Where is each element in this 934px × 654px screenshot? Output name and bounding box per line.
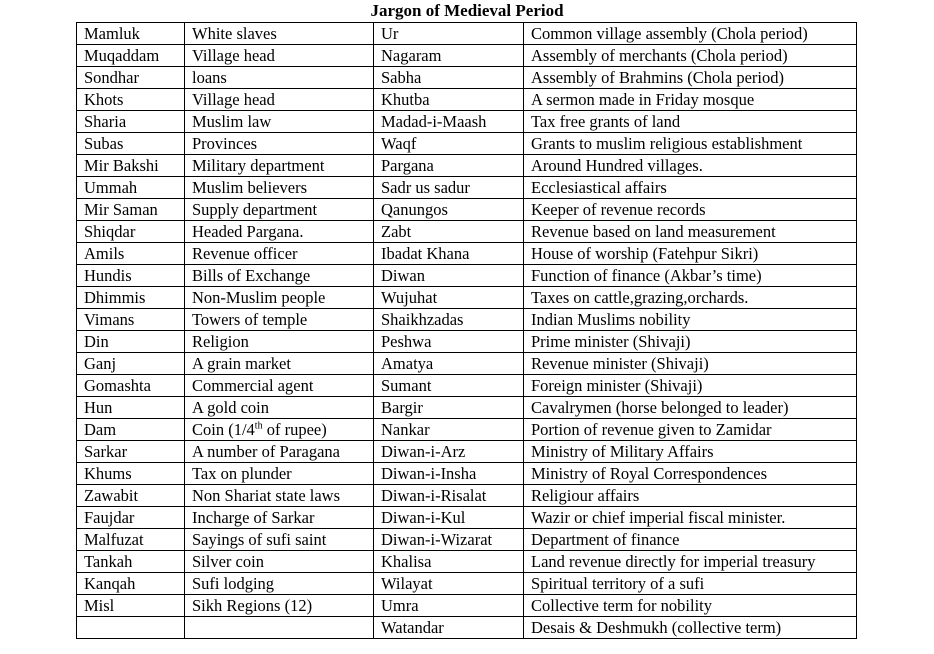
right-meaning-cell: Collective term for nobility (524, 595, 857, 617)
left-term-cell: Sondhar (77, 67, 185, 89)
table-row (77, 221, 857, 243)
right-meaning-cell: House of worship (Fatehpur Sikri) (524, 243, 857, 265)
right-meaning-cell: Land revenue directly for imperial treasury (524, 551, 857, 573)
left-meaning-cell: A number of Paragana (185, 441, 374, 463)
table-row (77, 397, 857, 419)
left-term-cell: Malfuzat (77, 529, 185, 551)
left-meaning-cell: Headed Pargana. (185, 221, 374, 243)
left-term-cell (77, 617, 185, 639)
table-row (77, 265, 857, 287)
left-term-cell: Zawabit (77, 485, 185, 507)
left-term-cell: Khots (77, 89, 185, 111)
left-term-cell: Ummah (77, 177, 185, 199)
left-term-cell: Subas (77, 133, 185, 155)
right-term-cell: Waqf (374, 133, 524, 155)
table-row (77, 111, 857, 133)
right-term-cell: Diwan-i-Wizarat (374, 529, 524, 551)
left-meaning-cell: Muslim law (185, 111, 374, 133)
right-term-cell: Diwan-i-Arz (374, 441, 524, 463)
right-term-cell: Diwan-i-Risalat (374, 485, 524, 507)
left-meaning-cell: Supply department (185, 199, 374, 221)
right-term-cell: Zabt (374, 221, 524, 243)
table-row (77, 89, 857, 111)
right-term-cell: Qanungos (374, 199, 524, 221)
right-term-cell: Amatya (374, 353, 524, 375)
left-term-cell: Amils (77, 243, 185, 265)
left-meaning-cell: A grain market (185, 353, 374, 375)
left-term-cell: Mir Saman (77, 199, 185, 221)
table-row (77, 551, 857, 573)
page-title: Jargon of Medieval Period (370, 1, 564, 20)
table-row (77, 331, 857, 353)
left-meaning-cell: Commercial agent (185, 375, 374, 397)
table-row (77, 177, 857, 199)
table-row (77, 243, 857, 265)
right-meaning-cell: Assembly of merchants (Chola period) (524, 45, 857, 67)
table-row (77, 155, 857, 177)
left-meaning-cell: Coin (1/4th of rupee) (185, 419, 374, 441)
left-meaning-cell: Incharge of Sarkar (185, 507, 374, 529)
table-row (77, 199, 857, 221)
right-term-cell: Pargana (374, 155, 524, 177)
right-term-cell: Sabha (374, 67, 524, 89)
table-row (77, 485, 857, 507)
right-term-cell: Shaikhzadas (374, 309, 524, 331)
left-meaning-cell: Sayings of sufi saint (185, 529, 374, 551)
right-term-cell: Khutba (374, 89, 524, 111)
table-row (77, 617, 857, 639)
right-meaning-cell: Grants to muslim religious establishment (524, 133, 857, 155)
table-row (77, 23, 857, 45)
right-meaning-cell: Foreign minister (Shivaji) (524, 375, 857, 397)
right-meaning-cell: Cavalrymen (horse belonged to leader) (524, 397, 857, 419)
table-row (77, 353, 857, 375)
left-meaning-cell: Village head (185, 89, 374, 111)
right-meaning-cell: Assembly of Brahmins (Chola period) (524, 67, 857, 89)
jargon-table (76, 22, 857, 639)
right-term-cell: Bargir (374, 397, 524, 419)
left-term-cell: Sharia (77, 111, 185, 133)
right-term-cell: Peshwa (374, 331, 524, 353)
left-term-cell: Sarkar (77, 441, 185, 463)
left-meaning-cell: White slaves (185, 23, 374, 45)
left-meaning-cell: Village head (185, 45, 374, 67)
right-term-cell: Sumant (374, 375, 524, 397)
right-meaning-cell: Ministry of Royal Correspondences (524, 463, 857, 485)
right-meaning-cell: Keeper of revenue records (524, 199, 857, 221)
right-term-cell: Diwan (374, 265, 524, 287)
right-term-cell: Nankar (374, 419, 524, 441)
right-meaning-cell: A sermon made in Friday mosque (524, 89, 857, 111)
right-term-cell: Khalisa (374, 551, 524, 573)
right-term-cell: Wujuhat (374, 287, 524, 309)
right-term-cell: Watandar (374, 617, 524, 639)
right-meaning-cell: Revenue based on land measurement (524, 221, 857, 243)
left-meaning-cell: A gold coin (185, 397, 374, 419)
left-meaning-cell: Tax on plunder (185, 463, 374, 485)
left-meaning-cell: Silver coin (185, 551, 374, 573)
left-term-cell: Din (77, 331, 185, 353)
right-term-cell: Diwan-i-Kul (374, 507, 524, 529)
table-row (77, 67, 857, 89)
right-meaning-cell: Revenue minister (Shivaji) (524, 353, 857, 375)
left-meaning-cell: Revenue officer (185, 243, 374, 265)
right-term-cell: Ur (374, 23, 524, 45)
left-term-cell: Shiqdar (77, 221, 185, 243)
left-term-cell: Misl (77, 595, 185, 617)
left-term-cell: Ganj (77, 353, 185, 375)
left-meaning-cell: Non Shariat state laws (185, 485, 374, 507)
left-term-cell: Kanqah (77, 573, 185, 595)
right-meaning-cell: Desais & Deshmukh (collective term) (524, 617, 857, 639)
left-meaning-cell: Sikh Regions (12) (185, 595, 374, 617)
table-row (77, 419, 857, 441)
left-term-cell: Dhimmis (77, 287, 185, 309)
table-row (77, 287, 857, 309)
right-meaning-cell: Department of finance (524, 529, 857, 551)
right-meaning-cell: Portion of revenue given to Zamidar (524, 419, 857, 441)
left-meaning-cell: Non-Muslim people (185, 287, 374, 309)
left-term-cell: Mir Bakshi (77, 155, 185, 177)
left-meaning-cell: Military department (185, 155, 374, 177)
right-term-cell: Nagaram (374, 45, 524, 67)
left-term-cell: Dam (77, 419, 185, 441)
right-meaning-cell: Indian Muslims nobility (524, 309, 857, 331)
right-term-cell: Diwan-i-Insha (374, 463, 524, 485)
right-meaning-cell: Tax free grants of land (524, 111, 857, 133)
left-term-cell: Khums (77, 463, 185, 485)
left-term-cell: Hun (77, 397, 185, 419)
right-term-cell: Madad-i-Maash (374, 111, 524, 133)
left-term-cell: Hundis (77, 265, 185, 287)
left-meaning-cell: Muslim believers (185, 177, 374, 199)
right-meaning-cell: Wazir or chief imperial fiscal minister. (524, 507, 857, 529)
right-meaning-cell: Taxes on cattle,grazing,orchards. (524, 287, 857, 309)
left-term-cell: Mamluk (77, 23, 185, 45)
left-term-cell: Tankah (77, 551, 185, 573)
left-meaning-cell: Provinces (185, 133, 374, 155)
jargon-table-body (77, 23, 857, 639)
table-row (77, 595, 857, 617)
left-meaning-cell: loans (185, 67, 374, 89)
right-meaning-cell: Function of finance (Akbar’s time) (524, 265, 857, 287)
right-meaning-cell: Prime minister (Shivaji) (524, 331, 857, 353)
table-row (77, 507, 857, 529)
table-row (77, 375, 857, 397)
left-meaning-cell: Towers of temple (185, 309, 374, 331)
right-term-cell: Wilayat (374, 573, 524, 595)
right-term-cell: Sadr us sadur (374, 177, 524, 199)
table-row (77, 463, 857, 485)
left-meaning-cell: Bills of Exchange (185, 265, 374, 287)
left-term-cell: Gomashta (77, 375, 185, 397)
right-meaning-cell: Ecclesiastical affairs (524, 177, 857, 199)
table-row (77, 133, 857, 155)
right-meaning-cell: Religiour affairs (524, 485, 857, 507)
table-row (77, 45, 857, 67)
right-meaning-cell: Around Hundred villages. (524, 155, 857, 177)
table-row (77, 441, 857, 463)
table-row (77, 309, 857, 331)
table-row (77, 573, 857, 595)
table-row (77, 529, 857, 551)
right-term-cell: Ibadat Khana (374, 243, 524, 265)
left-term-cell: Muqaddam (77, 45, 185, 67)
right-meaning-cell: Spiritual territory of a sufi (524, 573, 857, 595)
left-meaning-cell: Sufi lodging (185, 573, 374, 595)
left-term-cell: Faujdar (77, 507, 185, 529)
right-term-cell: Umra (374, 595, 524, 617)
left-meaning-cell (185, 617, 374, 639)
right-meaning-cell: Common village assembly (Chola period) (524, 23, 857, 45)
left-meaning-cell: Religion (185, 331, 374, 353)
left-term-cell: Vimans (77, 309, 185, 331)
right-meaning-cell: Ministry of Military Affairs (524, 441, 857, 463)
